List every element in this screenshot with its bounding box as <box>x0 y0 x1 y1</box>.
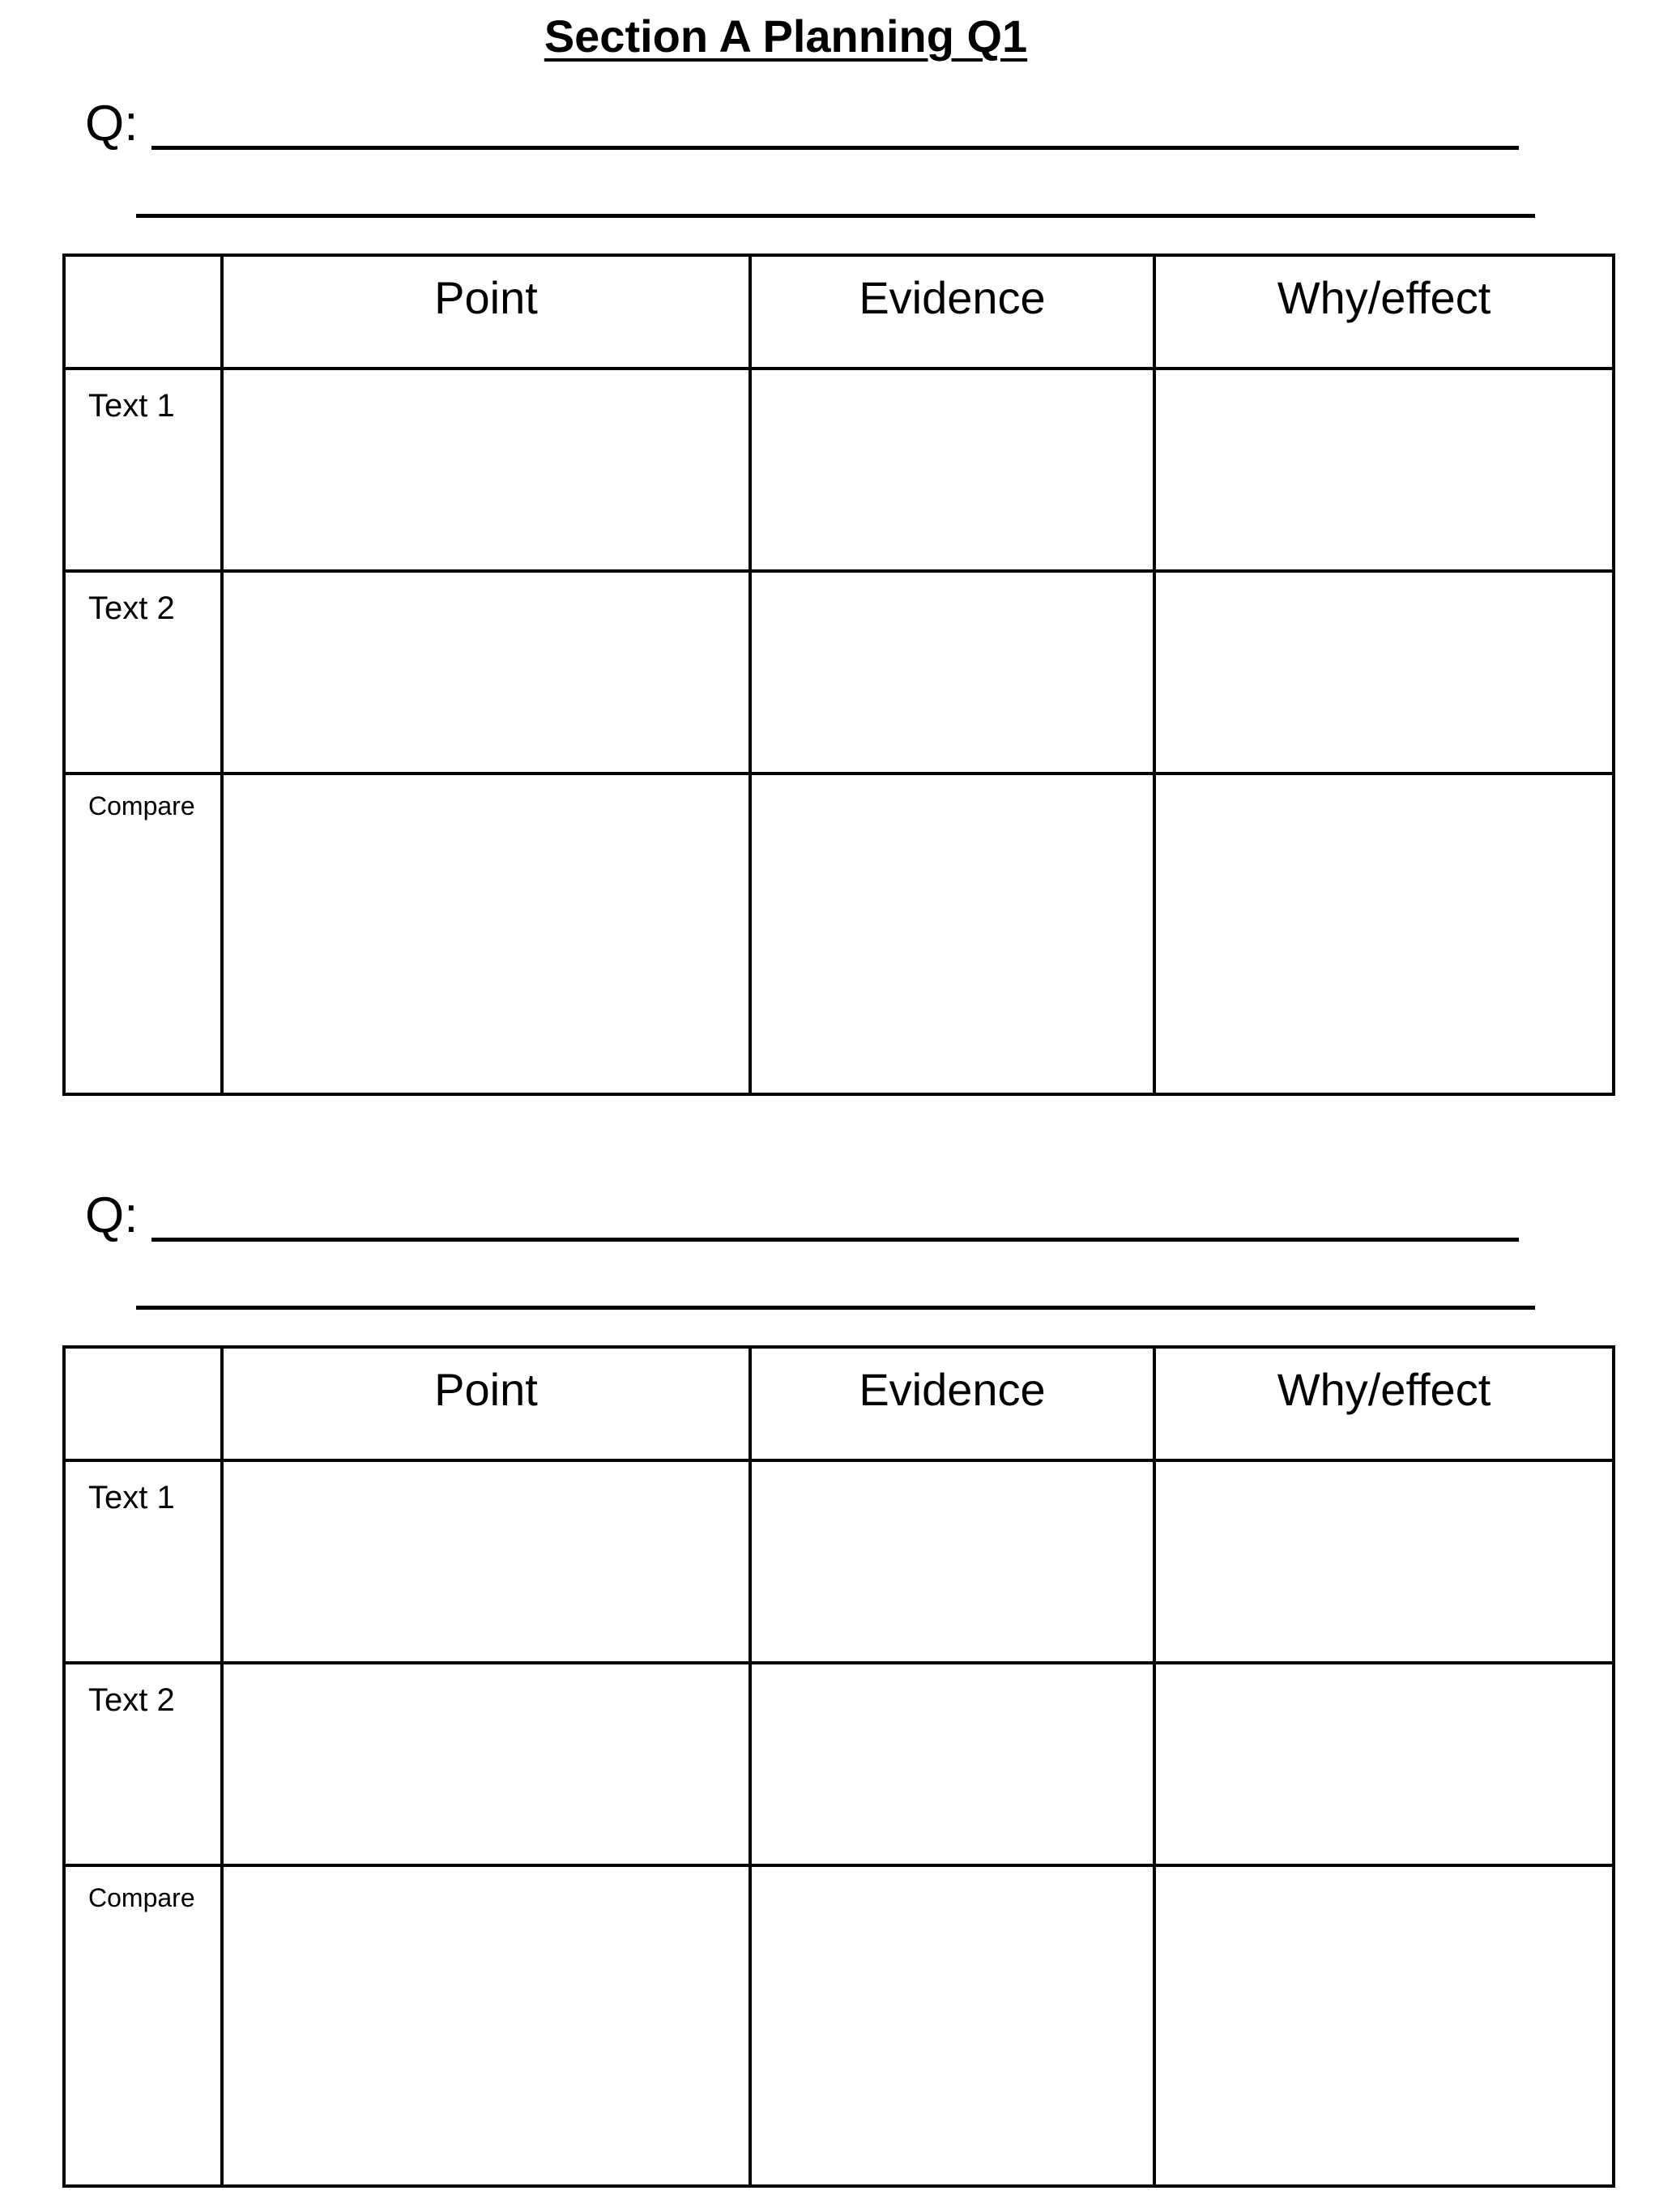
question-answer-line-1[interactable] <box>151 146 1519 150</box>
point-cell[interactable] <box>222 774 750 1094</box>
question-answer-line-2[interactable] <box>136 214 1535 218</box>
corner-cell <box>64 255 222 369</box>
planning-table <box>62 1345 1615 2188</box>
point-cell[interactable] <box>222 1460 750 1663</box>
row-label-text-1: Text 1 <box>64 1460 222 1663</box>
table-header-row <box>64 1347 1614 1460</box>
question-answer-line-1[interactable] <box>151 1238 1519 1242</box>
table-row <box>64 1865 1614 2186</box>
page-title: Section A Planning Q1 <box>544 11 1028 62</box>
row-label-text-2: Text 2 <box>64 571 222 774</box>
evidence-cell[interactable] <box>750 571 1154 774</box>
evidence-cell[interactable] <box>750 774 1154 1094</box>
evidence-cell[interactable] <box>750 1460 1154 1663</box>
row-label-text-1: Text 1 <box>64 369 222 571</box>
corner-cell <box>64 1347 222 1460</box>
point-cell[interactable] <box>222 1865 750 2186</box>
question-label: Q: <box>85 1187 139 1243</box>
column-header-evidence: Evidence <box>750 255 1154 369</box>
why-effect-cell[interactable] <box>1154 1460 1614 1663</box>
column-header-evidence: Evidence <box>750 1347 1154 1460</box>
table-row <box>64 1663 1614 1865</box>
row-label-compare: Compare <box>64 774 222 1094</box>
point-cell[interactable] <box>222 1663 750 1865</box>
column-header-why-effect: Why/effect <box>1154 1347 1614 1460</box>
table-header-row <box>64 255 1614 369</box>
table-row <box>64 774 1614 1094</box>
table-row <box>64 1460 1614 1663</box>
question-label: Q: <box>85 96 139 151</box>
table-row <box>64 369 1614 571</box>
point-cell[interactable] <box>222 369 750 571</box>
column-header-point: Point <box>222 255 750 369</box>
why-effect-cell[interactable] <box>1154 1865 1614 2186</box>
column-header-point: Point <box>222 1347 750 1460</box>
column-header-why-effect: Why/effect <box>1154 255 1614 369</box>
row-label-compare: Compare <box>64 1865 222 2186</box>
point-cell[interactable] <box>222 571 750 774</box>
evidence-cell[interactable] <box>750 369 1154 571</box>
question-answer-line-2[interactable] <box>136 1306 1535 1310</box>
evidence-cell[interactable] <box>750 1663 1154 1865</box>
table-row <box>64 571 1614 774</box>
why-effect-cell[interactable] <box>1154 369 1614 571</box>
evidence-cell[interactable] <box>750 1865 1154 2186</box>
planning-table <box>62 254 1615 1096</box>
row-label-text-2: Text 2 <box>64 1663 222 1865</box>
why-effect-cell[interactable] <box>1154 571 1614 774</box>
why-effect-cell[interactable] <box>1154 774 1614 1094</box>
why-effect-cell[interactable] <box>1154 1663 1614 1865</box>
